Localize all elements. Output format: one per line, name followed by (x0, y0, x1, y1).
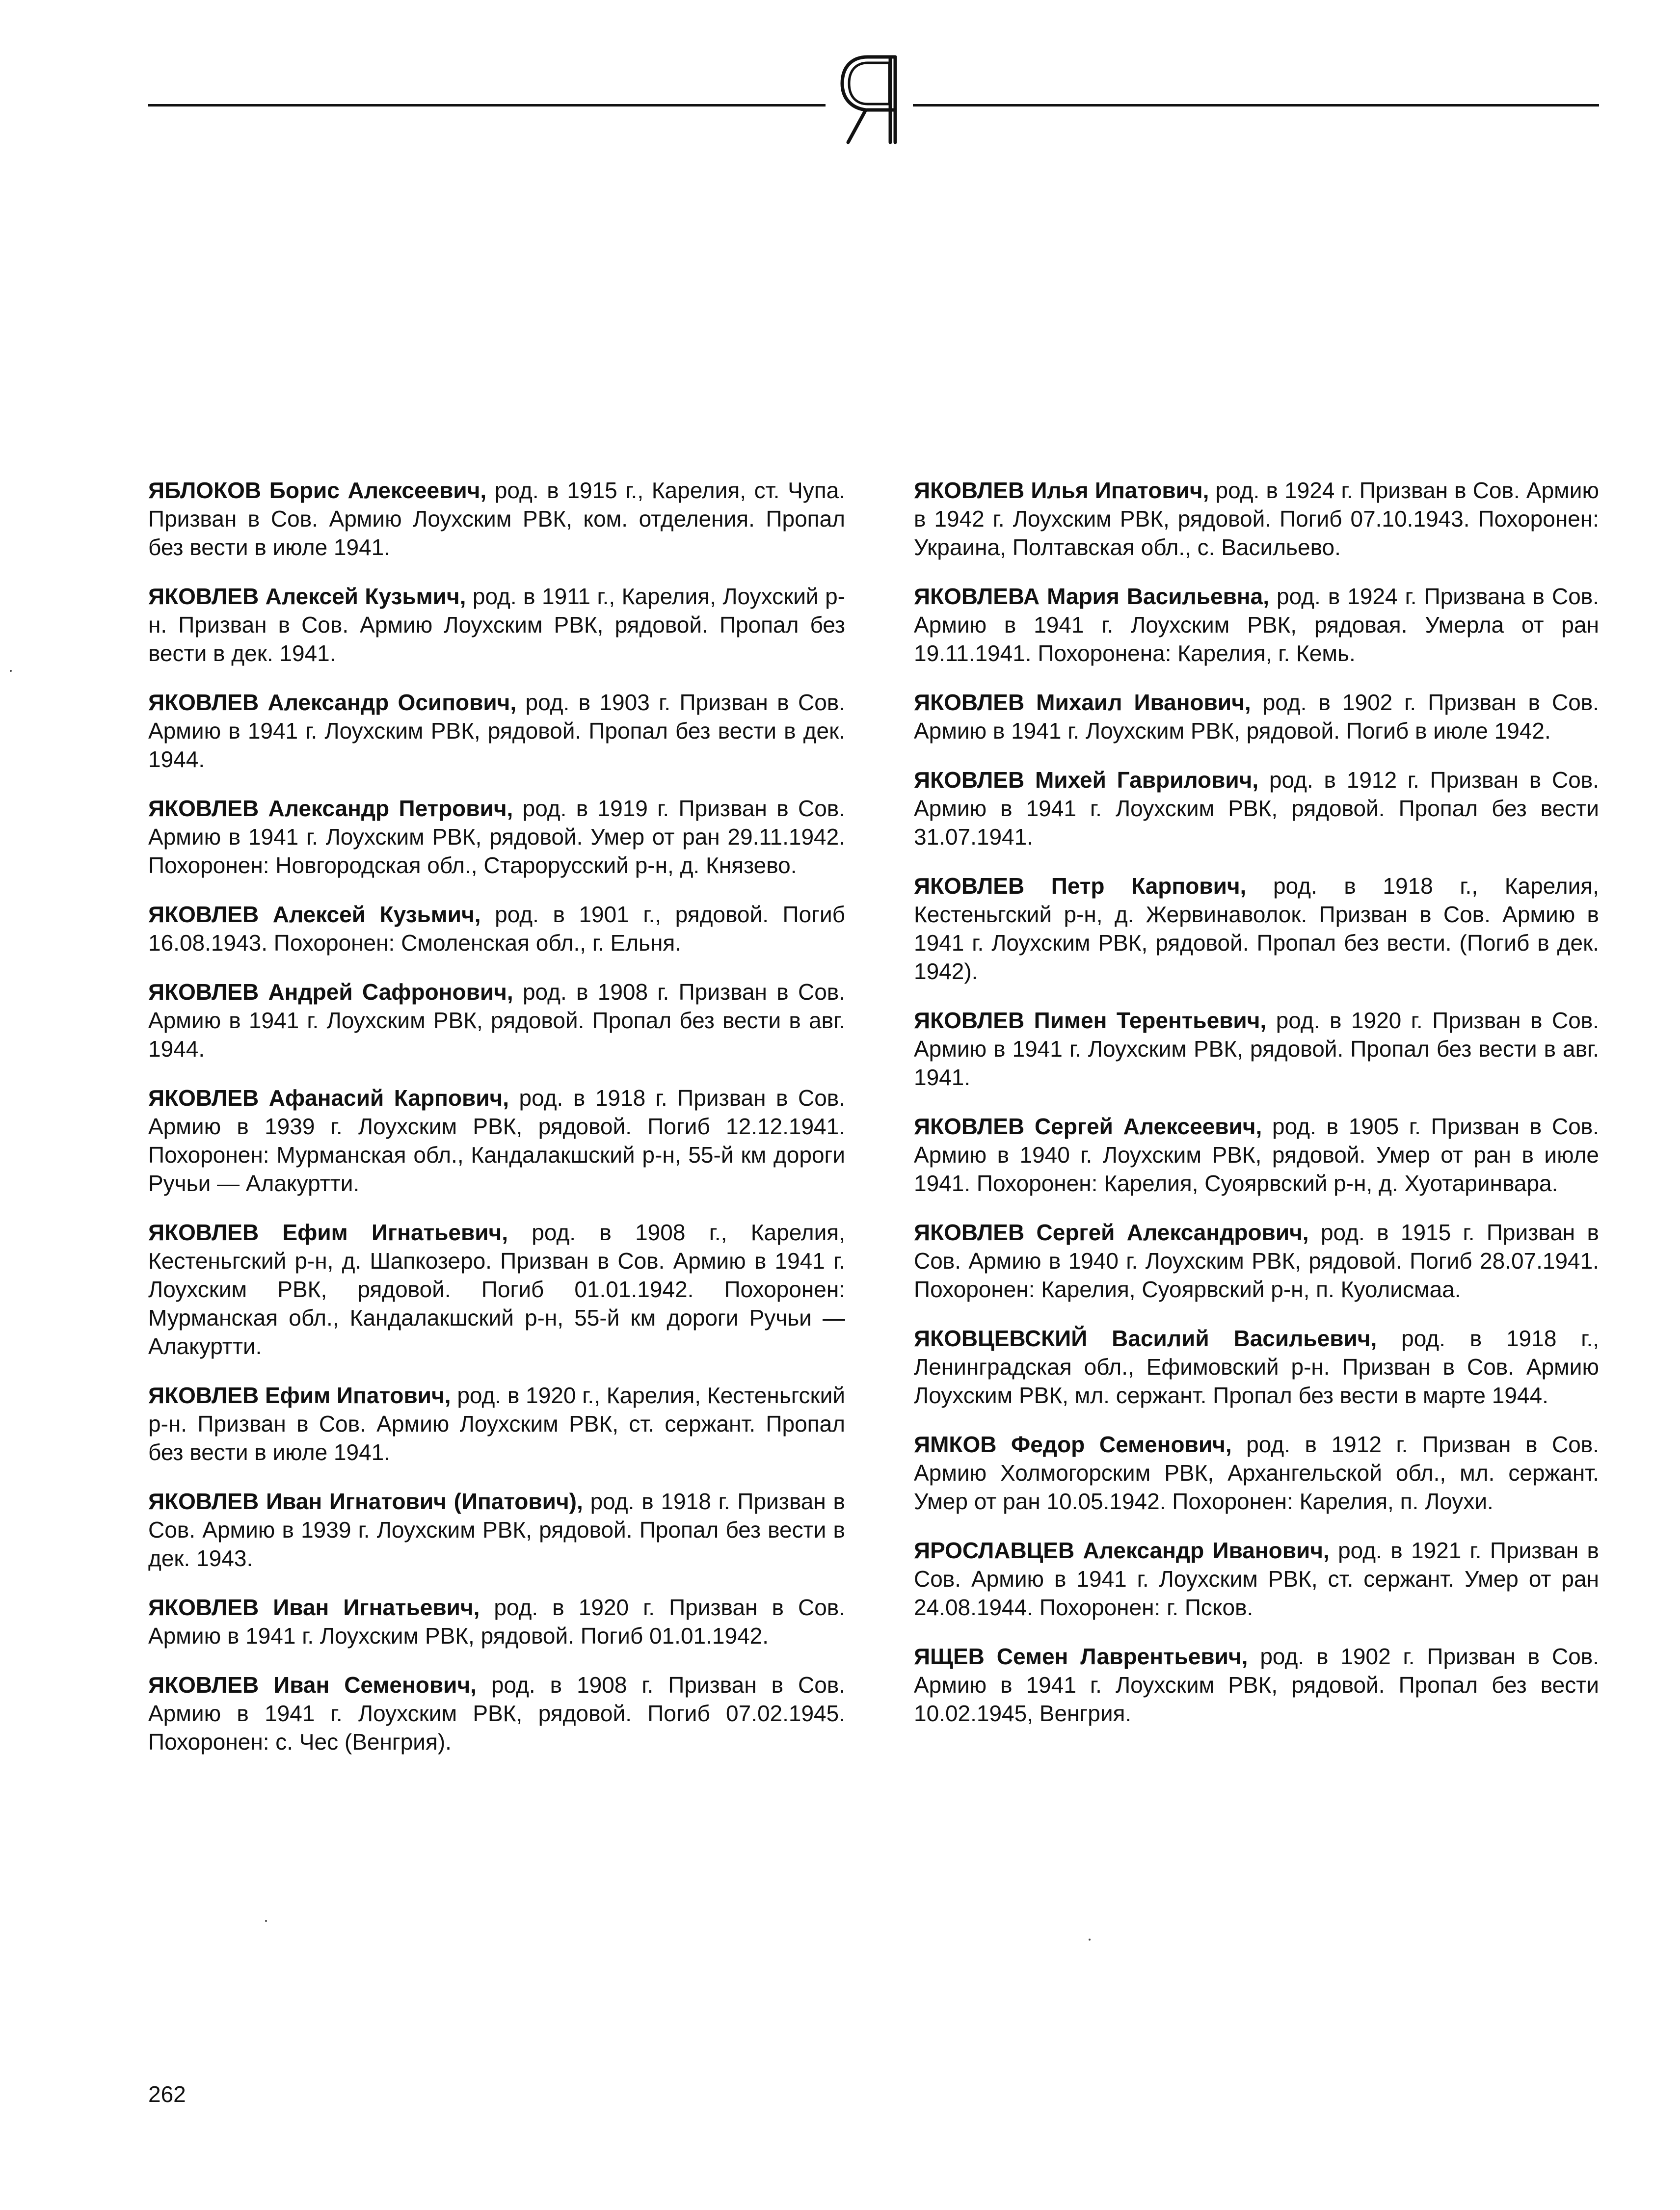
page-number: 262 (148, 2081, 186, 2107)
entry-text: род. в 1915 г. Призван в Сов. Армию в 1940 г. Лоухским РВК, рядовой. Погиб 28.07.1941. Похоронен: Карелия, Суоярвский р-н, п. Куолисмаа. (914, 1220, 1599, 1302)
entry-name: ЯМКОВ Федор Семенович, (914, 1432, 1232, 1457)
right-column (914, 476, 1599, 1748)
entry-text: род. в 1901 г., рядовой. Погиб 16.08.1943. Похоронен: Смоленская обл., г. Ельня. (148, 902, 846, 956)
entry-name: ЯКОВЛЕВ Иван Игнатьевич, (148, 1595, 480, 1620)
entry-text: род. в 1908 г., Карелия, Кестеньгский р-н, д. Шапкозеро. Призван в Сов. Армию в 1941 г. Лоухским РВК, рядовой. Погиб 01.01.1942. Похоронен: Мурманская обл., Кандалакшский р-н, 55-й км дороги Ручьи — Алакуртти. (148, 1220, 845, 1359)
entry-name: ЯКОВЛЕВ Алексей Кузьмич, (148, 584, 466, 609)
entry-name: ЯКОВЛЕВ Михаил Иванович, (914, 690, 1251, 715)
entry-text: род. в 1902 г. Призван в Сов. Армию в 1941 г. Лоухским РВК, рядовой. Пропал без вести 10.02.1945, Венгрия. (914, 1644, 1599, 1726)
header-rule-left (148, 104, 826, 107)
entry-name: ЯКОВЛЕВ Александр Петрович, (148, 796, 513, 821)
entry-name: ЯКОВЛЕВ Сергей Алексеевич, (914, 1114, 1262, 1139)
entry (914, 1218, 1599, 1304)
entry-text: род. в 1908 г. Призван в Сов. Армию в 1941 г. Лоухским РВК, рядовой. Погиб 07.02.1945. Похоронен: с. Чес (Венгрия). (148, 1672, 846, 1755)
entry (148, 1381, 845, 1466)
entry (148, 794, 845, 879)
entry-name: ЯКОВЛЕВ Иван Семенович, (148, 1672, 477, 1698)
entry (148, 476, 845, 561)
entry-text: род. в 1918 г. Призван в Сов. Армию в 1939 г. Лоухским РВК, рядовой. Погиб 12.12.1941. Похоронен: Мурманская обл., Кандалакшский р-н, 55-й км дороги Ручьи — Алакуртти. (148, 1085, 845, 1196)
entry-name: ЯКОВЛЕВ Афанасий Карпович, (148, 1085, 509, 1111)
entry-text: род. в 1918 г., Карелия, Кестеньгский р-н, д. Жервинаволок. Призван в Сов. Армию в 1941 г. Лоухским РВК, рядовой. Пропал без вести. (Погиб в дек. 1942). (914, 873, 1599, 984)
entry-name: ЯКОВЛЕВ Ефим Игнатьевич, (148, 1220, 508, 1245)
left-column (148, 476, 845, 1777)
entry-name: ЯКОВЛЕВ Илья Ипатович, (914, 478, 1209, 503)
entry (148, 1487, 845, 1572)
entry (914, 1536, 1599, 1622)
entry (148, 900, 845, 957)
entry-text: род. в 1905 г. Призван в Сов. Армию в 1940 г. Лоухским РВК, рядовой. Умер от ран в июле 1941. Похоронен: Карелия, Суоярвский р-н, д. Хуотаринвара. (914, 1114, 1600, 1196)
entry-text: род. в 1911 г., Карелия, Лоухский р-н. Призван в Сов. Армию Лоухским РВК, рядовой. Пропал без вести в дек. 1941. (148, 584, 846, 666)
entry-name: ЯКОВЛЕВ Иван Игнатович (Ипатович), (148, 1489, 583, 1514)
entry (914, 1642, 1599, 1728)
entry-name: ЯКОВЛЕВ Пимен Терентьевич, (914, 1008, 1267, 1033)
entry-text: род. в 1902 г. Призван в Сов. Армию в 1941 г. Лоухским РВК, рядовой. Погиб в июле 1942. (914, 690, 1599, 744)
entry (914, 872, 1599, 985)
entry (148, 978, 845, 1063)
entry (914, 1324, 1599, 1410)
entry-name: ЯКОВЛЕВА Мария Васильевна, (914, 584, 1269, 609)
entry-name: ЯКОВЛЕВ Петр Карпович, (914, 873, 1247, 899)
entry-name: ЯКОВЛЕВ Ефим Ипатович, (148, 1383, 451, 1408)
entry-text: род. в 1924 г. Призвана в Сов. Армию в 1941 г. Лоухским РВК, рядовая. Умерла от ран 19.11.1941. Похоронена: Карелия, г. Кемь. (914, 584, 1599, 666)
entry (914, 1112, 1599, 1198)
entry-text: род. в 1919 г. Призван в Сов. Армию в 1941 г. Лоухским РВК, рядовой. Умер от ран 29.11.1942. Похоронен: Новгородская обл., Старорусский р-н, д. Князево. (148, 796, 845, 878)
entry (148, 582, 845, 667)
entry-text: род. в 1920 г. Призван в Сов. Армию в 1941 г. Лоухским РВК, рядовой. Пропал без вести в авг. 1941. (914, 1008, 1599, 1090)
entry-name: ЯКОВЦЕВСКИЙ Василий Васильевич, (914, 1326, 1377, 1351)
entry-name: ЯКОВЛЕВ Сергей Александрович, (914, 1220, 1309, 1245)
entry-text: род. в 1918 г., Ленинградская обл., Ефимовский р-н. Призван в Сов. Армию Лоухским РВК, мл. сержант. Пропал без вести в марте 1944. (914, 1326, 1600, 1408)
entry-text: род. в 1912 г. Призван в Сов. Армию Холмогорским РВК, Архангельской обл., мл. сержант. Умер от ран 10.05.1942. Похоронен: Карелия, п. Лоухи. (914, 1432, 1599, 1514)
entry-name: ЯКОВЛЕВ Андрей Сафронович, (148, 979, 513, 1005)
entry-name: ЯРОСЛАВЦЕВ Александр Иванович, (914, 1538, 1330, 1563)
entry (148, 1218, 845, 1360)
entry-text: род. в 1924 г. Призван в Сов. Армию в 1942 г. Лоухским РВК, рядовой. Погиб 07.10.1943. Похоронен: Украина, Полтавская обл., с. Васильево. (914, 478, 1599, 560)
scan-speck (265, 1920, 267, 1922)
entry (148, 1084, 845, 1198)
entry-text: род. в 1921 г. Призван в Сов. Армию в 1941 г. Лоухским РВК, ст. сержант. Умер от ран 24.08.1944. Похоронен: г. Псков. (914, 1538, 1599, 1620)
entry-name: ЯЩЕВ Семен Лаврентьевич, (914, 1644, 1248, 1669)
entry-name: ЯБЛОКОВ Борис Алексеевич, (148, 478, 487, 503)
scan-speck (1089, 1939, 1091, 1941)
entry (914, 688, 1599, 745)
entry (148, 688, 845, 773)
entry-name: ЯКОВЛЕВ Александр Осипович, (148, 690, 517, 715)
entry (914, 766, 1599, 851)
entry (914, 476, 1599, 561)
entry-text: род. в 1920 г., Карелия, Кестеньгский р-н. Призван в Сов. Армию Лоухским РВК, ст. сержант. Пропал без вести в июле 1941. (148, 1383, 845, 1465)
entry (914, 1006, 1599, 1092)
entry-name: ЯКОВЛЕВ Михей Гаврилович, (914, 767, 1259, 793)
section-letter (837, 53, 908, 146)
scan-speck (10, 670, 12, 672)
entry (148, 1593, 845, 1650)
entry (148, 1671, 845, 1756)
entry-text: род. в 1920 г. Призван в Сов. Армию в 1941 г. Лоухским РВК, рядовой. Погиб 01.01.1942. (148, 1595, 845, 1649)
entry-text: род. в 1908 г. Призван в Сов. Армию в 1941 г. Лоухским РВК, рядовой. Пропал без вести в авг. 1944. (148, 979, 845, 1062)
entry-text: род. в 1918 г. Призван в Сов. Армию в 1939 г. Лоухским РВК, рядовой. Пропал без вести в дек. 1943. (148, 1489, 845, 1571)
entry (914, 582, 1599, 667)
entry (914, 1430, 1599, 1516)
entry-name: ЯКОВЛЕВ Алексей Кузьмич, (148, 902, 481, 927)
entry-text: род. в 1915 г., Карелия, ст. Чупа. Призван в Сов. Армию Лоухским РВК, ком. отделения. Пропал без вести в июле 1941. (148, 478, 846, 560)
entry-text: род. в 1912 г. Призван в Сов. Армию в 1941 г. Лоухским РВК, рядовой. Пропал без вести 31.07.1941. (914, 767, 1600, 850)
entry-text: род. в 1903 г. Призван в Сов. Армию в 1941 г. Лоухским РВК, рядовой. Пропал без вести в дек. 1944. (148, 690, 845, 772)
header-rule-right (913, 104, 1599, 107)
